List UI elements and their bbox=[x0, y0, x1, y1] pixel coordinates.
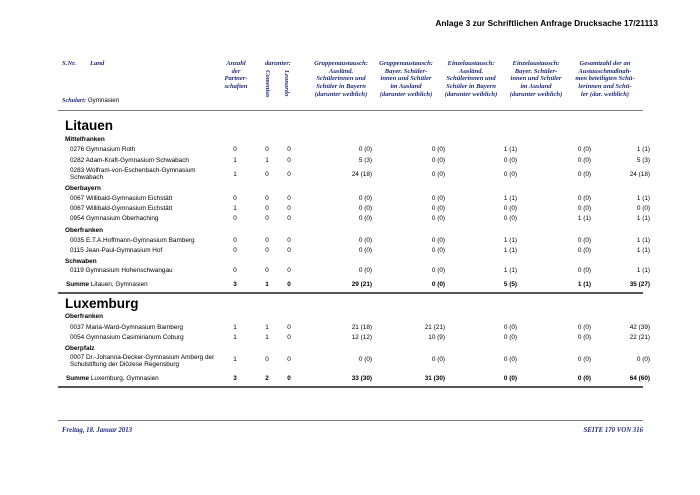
header-gruppen-bayer: Gruppenaustausch: Bayer. Schüler- innen und Schüler im Ausland (darunter weiblich) bbox=[379, 60, 433, 98]
header-gesamtzahl: Gesamtzahl der an Austauschmaßnah- men beteiligten Schü- lerinnen und Schü- ler (dar. weiblich) bbox=[575, 60, 635, 98]
table-row: 0954 Gymnasium Oberhaching 0 0 0 0 (0) 0 (0) 0 (0) 1 (1) 1 (1) bbox=[70, 215, 650, 222]
region-oberfranken: Oberfranken bbox=[65, 227, 104, 234]
header-darunter: darunter: bbox=[264, 60, 291, 67]
table-row: 0119 Gymnasium Hohenschwangau 0 0 0 0 (0) 0 (0) 1 (1) 0 (0) 1 (1) bbox=[70, 267, 650, 274]
document-title: Anlage 3 zur Schriftlichen Anfrage Drucksache 17/21113 bbox=[435, 18, 658, 28]
header-anzahl: Anzahl der Partner- schaften bbox=[224, 60, 248, 91]
table-row: 0282 Adam-Kraft-Gymnasium Schwabach 1 1 0 5 (3) 0 (0) 0 (0) 0 (0) 5 (3) bbox=[70, 157, 650, 164]
table-row: 0283 Wolfram-von-Eschenbach-Gymnasium Schwabach 1 0 0 24 (18) 0 (0) 0 (0) 0 (0) 24 (18) bbox=[70, 167, 650, 182]
region-oberpfalz: Oberpfalz bbox=[65, 345, 95, 352]
table-row: 0115 Jean-Paul-Gymnasium Hof 0 0 0 0 (0) 0 (0) 1 (1) 0 (0) 1 (1) bbox=[70, 247, 650, 254]
header-gruppen-ausland: Gruppenaustausch: Ausländ. Schülerinnen und Schüler in Bayern (darunter weiblich) bbox=[314, 60, 368, 98]
footer-date: Freitag, 18. Januar 2013 bbox=[62, 427, 133, 434]
header-einzel-bayer: Einzelaustausch: Bayer. Schüler- innen und Schüler im Ausland (darunter weiblich) bbox=[509, 60, 563, 98]
table-row: 0035 E.T.A.Hoffmann-Gymnasium Bamberg 0 0 0 0 (0) 0 (0) 1 (1) 0 (0) 1 (1) bbox=[70, 237, 650, 244]
footer-page-number: SEITE 170 VON 316 bbox=[583, 427, 643, 434]
table-row: 0067 Willibald-Gymnasium Eichstätt 0 0 0 0 (0) 0 (0) 1 (1) 0 (0) 1 (1) bbox=[70, 195, 650, 202]
region-oberbayern: Oberbayern bbox=[65, 185, 101, 192]
region-mittelfranken: Mittelfranken bbox=[65, 136, 105, 143]
footer-rule bbox=[58, 420, 643, 421]
table-row: 0276 Gymnasium Roth 0 0 0 0 (0) 0 (0) 1 (1) 0 (0) 1 (1) bbox=[70, 146, 650, 153]
section-divider bbox=[58, 292, 643, 294]
header-snr: S.Nr. bbox=[62, 60, 76, 67]
summary-row-luxemburg: Summe Luxemburg, Gymnasien 3 2 0 33 (30) 31 (30) 0 (0) 0 (0) 64 (60) bbox=[66, 375, 650, 382]
region-schwaben: Schwaben bbox=[65, 258, 97, 265]
country-litauen: Litauen bbox=[65, 118, 114, 133]
header-land: Land bbox=[90, 60, 105, 67]
table-row: 0007 Dr.-Johanna-Decker-Gymnasium Amberg der Schulstiftung der Diözese Regensburg 1 0 0 0 (0) 0 (0) 0 (0) 0 (0) 0 (0) bbox=[70, 354, 650, 369]
table-row: 0054 Gymnasium Casimirianum Coburg 1 1 0 12 (12) 10 (9) 0 (0) 0 (0) 22 (21) bbox=[70, 334, 650, 341]
header-leonardo: Leonardo bbox=[283, 70, 290, 97]
table-row: 0037 Maria-Ward-Gymnasium Bamberg 1 1 0 21 (18) 21 (21) 0 (0) 0 (0) 42 (39) bbox=[70, 324, 650, 331]
header-einzel-ausland: Einzelaustausch: Ausländ. Schülerinnen und Schüler in Bayern (darunter weiblich) bbox=[444, 60, 498, 98]
region-oberfranken: Oberfranken bbox=[65, 313, 104, 320]
country-luxemburg: Luxemburg bbox=[65, 296, 139, 311]
header-rule bbox=[58, 110, 643, 111]
summary-row-litauen: Summe Litauen, Gymnasien 3 1 0 29 (21) 0 (0) 5 (5) 1 (1) 35 (27) bbox=[66, 281, 650, 288]
section-divider bbox=[58, 386, 643, 388]
schulart-label: Schulart: Gymnasien bbox=[62, 97, 120, 104]
table-row: 0067 Willibald-Gymnasium Eichstätt 1 0 0 0 (0) 0 (0) 0 (0) 0 (0) 0 (0) bbox=[70, 205, 650, 212]
header-comenius: Comenius bbox=[264, 70, 271, 98]
